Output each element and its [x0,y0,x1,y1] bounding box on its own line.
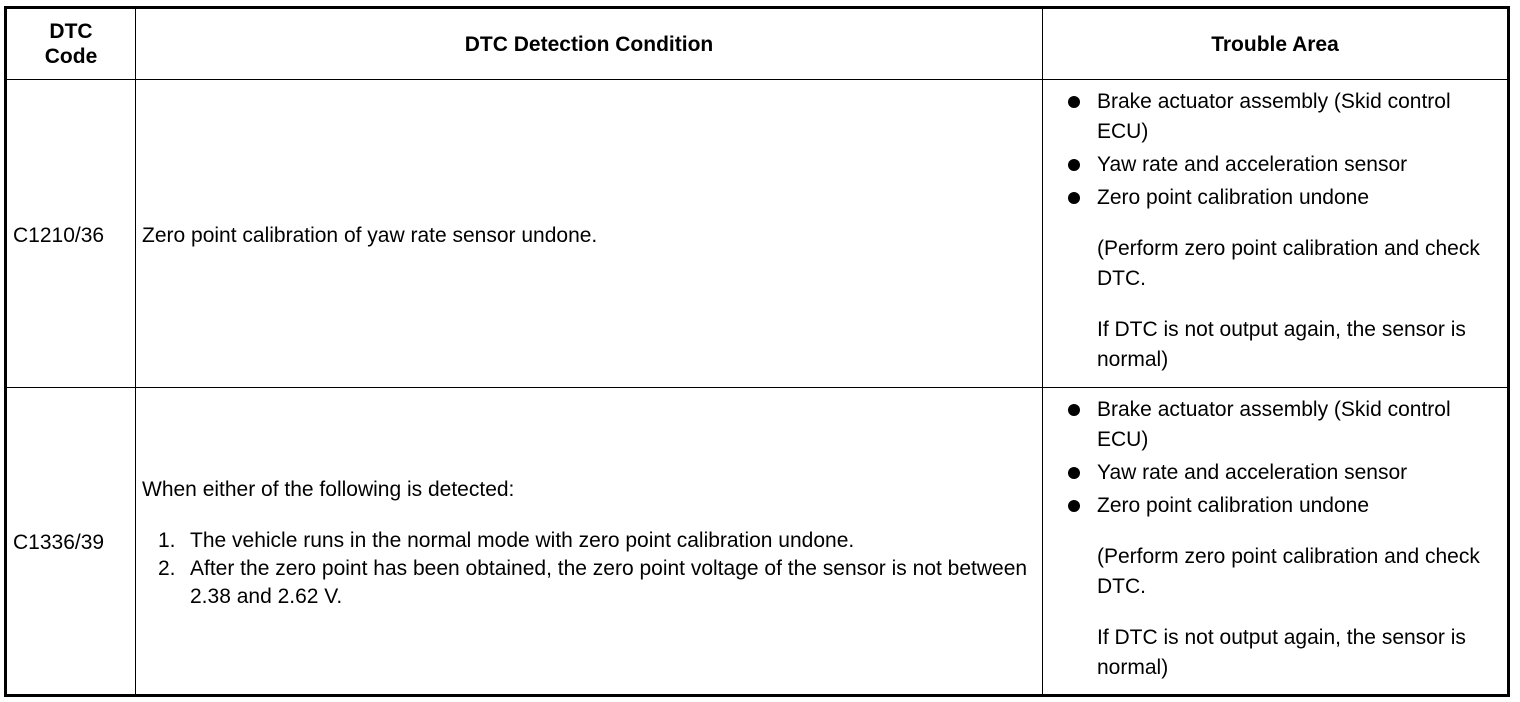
header-row [6,8,1509,80]
condition-item-text: The vehicle runs in the normal mode with zero point calibration undone. [190,529,855,552]
trouble-item-text: Yaw rate and acceleration sensor [1097,153,1408,176]
table-row [6,80,1509,388]
bullet-icon [1068,404,1080,416]
trouble-area-cell [1043,388,1509,696]
condition-cell [136,388,1043,696]
bullet-icon [1068,467,1080,479]
list-item [142,555,1042,611]
list-item [1043,87,1499,147]
dtc-code-cell [6,80,136,388]
dtc-code: C1336/39 [13,531,105,554]
trouble-item-text: Zero point calibration undone [1097,186,1370,209]
trouble-item-text: Brake actuator assembly (Skid control ECU) [1097,90,1451,143]
list-item [1043,150,1499,180]
list-item [1043,491,1499,521]
bullet-icon [1068,500,1080,512]
trouble-item-text: Zero point calibration undone [1097,494,1370,517]
condition-intro: When either of the following is detected: [142,478,515,501]
dtc-code-cell [6,388,136,696]
table-row [6,388,1509,696]
condition-cell [136,80,1043,388]
trouble-note: (Perform zero point calibration and check DTC. [1097,237,1480,290]
list-item [142,527,1042,555]
list-item [1043,183,1499,213]
condition-number: 1. [158,529,176,552]
bullet-icon [1068,96,1080,108]
condition-item-text: After the zero point has been obtained, the zero point voltage of the sensor is not between 2.38 and 2.62 V. [190,557,1028,608]
bullet-icon [1068,159,1080,171]
trouble-item-text: Brake actuator assembly (Skid control ECU) [1097,398,1451,451]
dtc-code: C1210/36 [13,223,105,247]
list-item [1043,395,1499,455]
trouble-list [1043,87,1507,213]
condition-number: 2. [158,557,176,580]
bullet-icon [1068,192,1080,204]
condition-list [142,527,1042,611]
trouble-note: If DTC is not output again, the sensor is normal) [1097,626,1466,679]
condition-text: Zero point calibration of yaw rate sensor undone. [142,223,598,247]
header-dtc-code: DTC Code [6,8,136,80]
header-trouble-area: Trouble Area [1043,8,1509,80]
trouble-note: (Perform zero point calibration and check DTC. [1097,545,1480,598]
dtc-table [4,6,1510,697]
trouble-list [1043,395,1507,521]
trouble-note: If DTC is not output again, the sensor is normal) [1097,318,1466,371]
trouble-item-text: Yaw rate and acceleration sensor [1097,461,1408,484]
header-detection-condition: DTC Detection Condition [136,8,1043,80]
trouble-area-cell [1043,80,1509,388]
list-item [1043,458,1499,488]
